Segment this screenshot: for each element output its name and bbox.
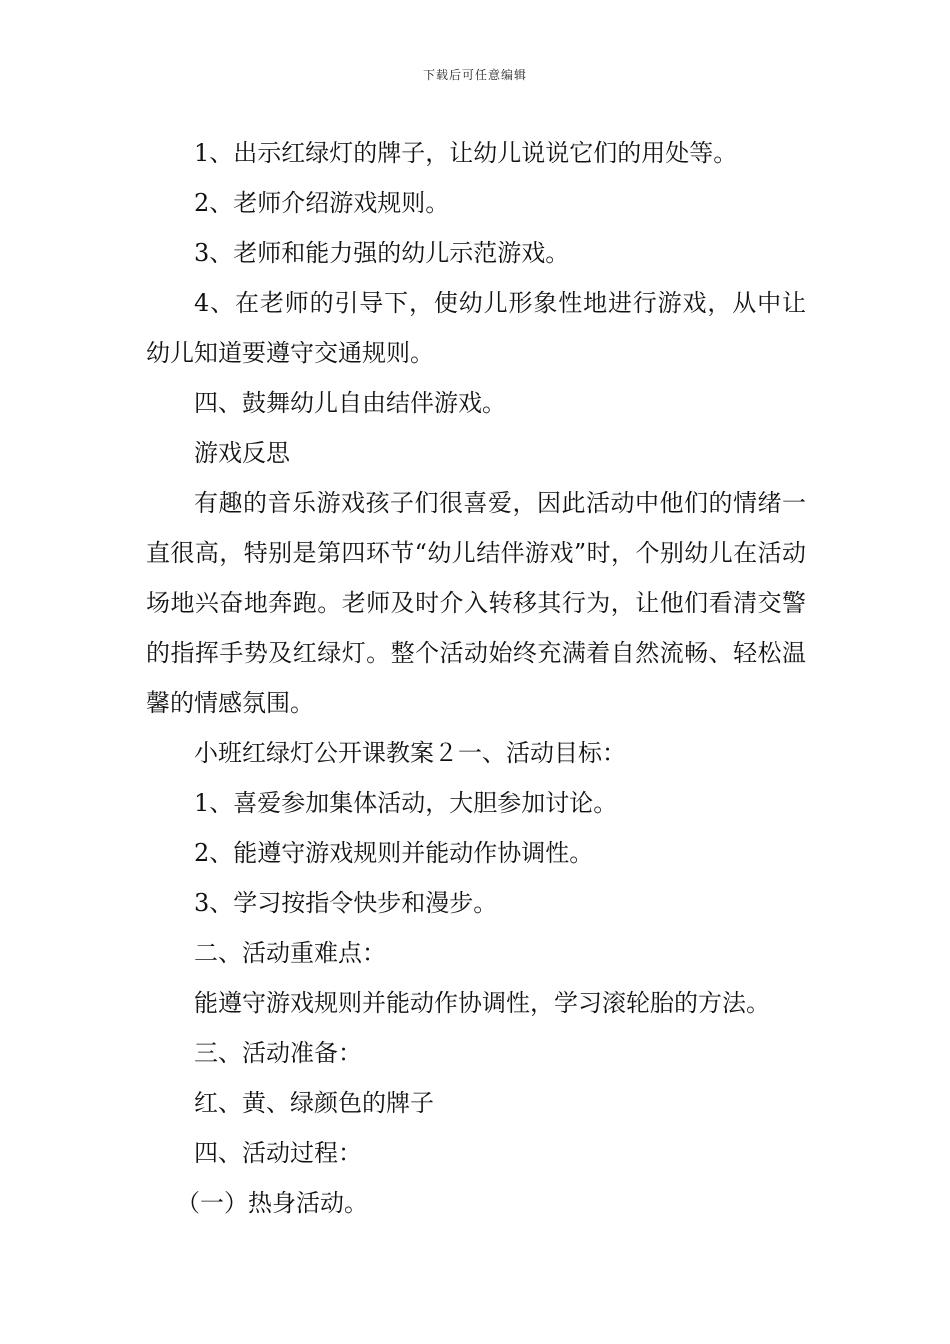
paragraph-reflection: 有趣的音乐游戏孩子们很喜爱，因此活动中他们的情绪一直很高，特别是第四环节“幼儿结伴游戏”时，个别幼儿在活动场地兴奋地奔跑。老师及时介入转移其行为，让他们看清交警的指挥手势及红绿灯。整个活动始终充满着自然流畅、轻松温馨的情感氛围。 [146, 489, 806, 717]
page-header-note: 下载后可任意编辑 [422, 68, 527, 82]
heading-key-difficulties: 二、活动重难点： [194, 939, 386, 967]
paragraph-preparation: 红、黄、绿颜色的牌子 [194, 1089, 434, 1117]
paragraph-step-4: 4、在老师的引导下，使幼儿形象性地进行游戏，从中让幼儿知道要遵守交通规则。 [146, 289, 806, 367]
paragraph-goal-2: 2、能遵守游戏规则并能动作协调性。 [194, 839, 594, 867]
document-body [146, 128, 806, 1228]
heading-activity-process: 四、活动过程： [194, 1139, 362, 1167]
paragraph-warm-up: （一）热身活动。 [176, 1189, 368, 1217]
paragraph-step-3: 3、老师和能力强的幼儿示范游戏。 [194, 239, 570, 267]
heading-preparation: 三、活动准备： [194, 1039, 362, 1067]
paragraph-goal-3: 3、学习按指令快步和漫步。 [194, 889, 498, 917]
paragraph-step-1: 1、出示红绿灯的牌子，让幼儿说说它们的用处等。 [194, 139, 738, 167]
paragraph-key-difficulties: 能遵守游戏规则并能动作协调性，学习滚轮胎的方法。 [194, 989, 770, 1017]
paragraph-goal-1: 1、喜爱参加集体活动，大胆参加讨论。 [194, 789, 618, 817]
heading-game-reflection: 游戏反思 [194, 439, 290, 467]
paragraph-step-2: 2、老师介绍游戏规则。 [194, 189, 450, 217]
paragraph-section-4: 四、鼓舞幼儿自由结伴游戏。 [194, 389, 506, 417]
heading-lesson-plan-2: 小班红绿灯公开课教案２一、活动目标： [194, 739, 626, 767]
